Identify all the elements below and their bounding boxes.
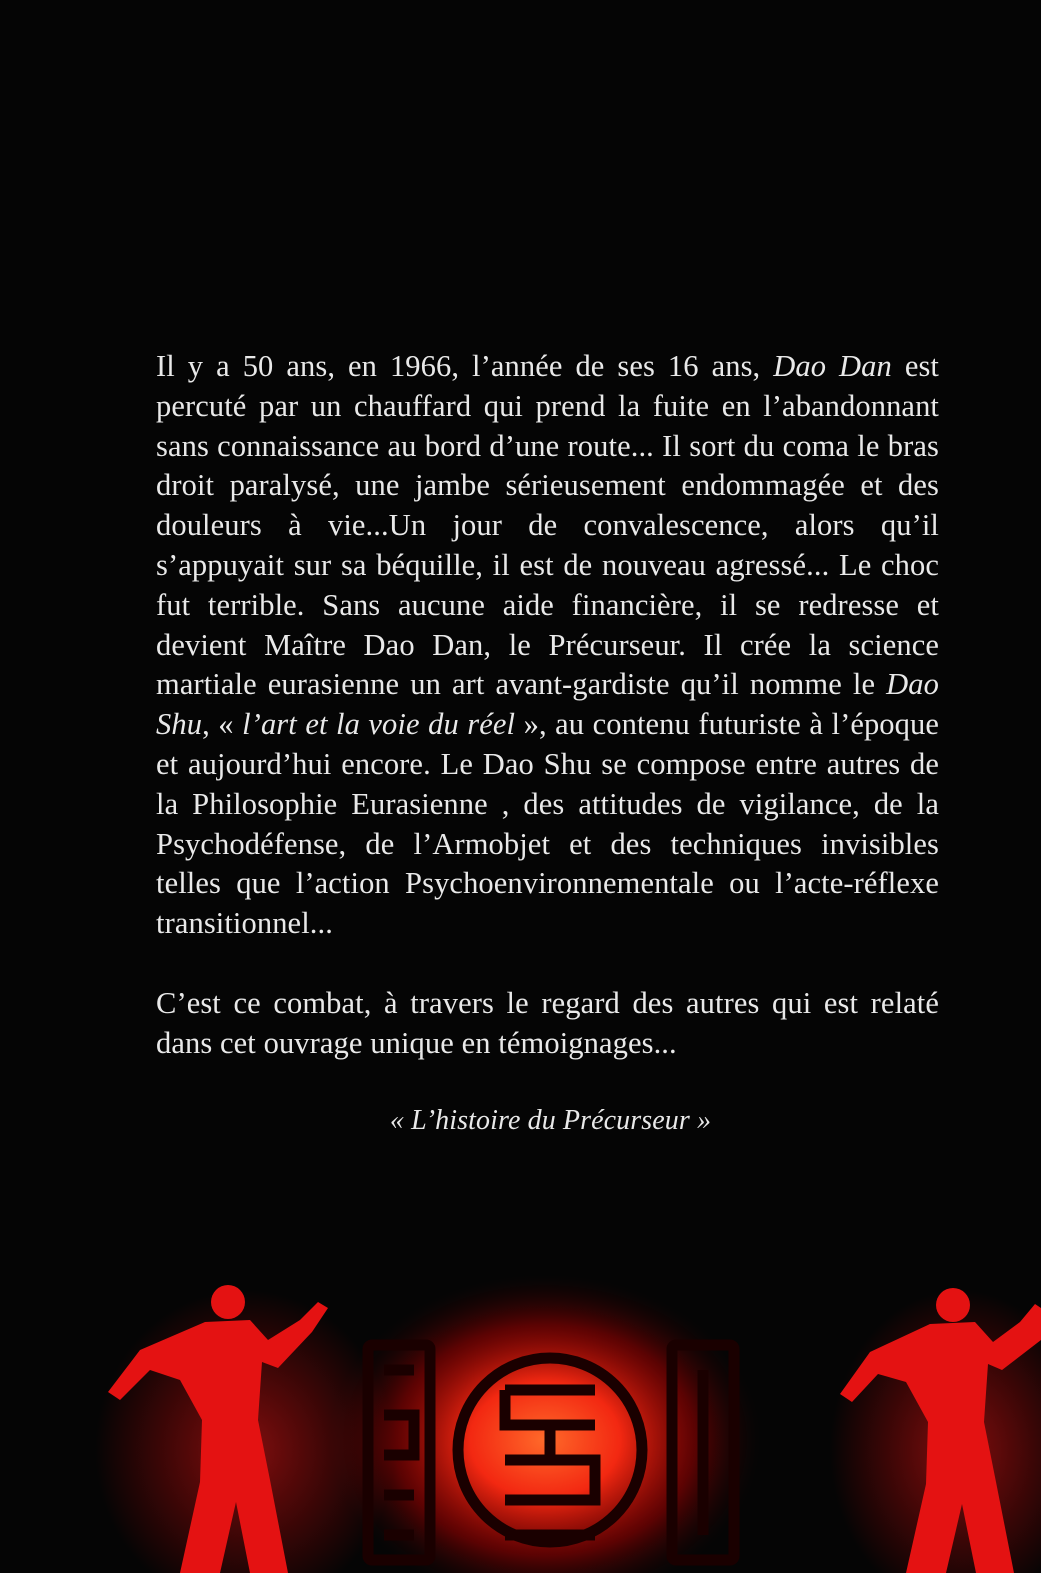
blurb-paragraph-2: C’est ce combat, à travers le regard des autres qui est relaté dans cet ouvrage unique en témoignages... xyxy=(156,985,939,1060)
art-motto-italic: l’art et la voie du réel xyxy=(242,707,516,742)
blurb-text xyxy=(156,347,939,1140)
art-name-italic: Dao Shu xyxy=(156,667,939,742)
cover-artwork xyxy=(0,1250,1041,1573)
blurb-paragraph-1 xyxy=(156,347,939,944)
blurb-text-segment: Il y a 50 ans, en 1966, l’année de ses 16 ans, xyxy=(156,349,774,383)
blurb-text-segment: », au contenu futuriste à l’époque et aujourd’hui encore. Le Dao Shu se compose entre autres de la Philosophie Eurasienne , des attitudes de vigilance, de la Psychodéfense, de l’Armobjet et des techniques invisibles telles que l’action Psychoenvironnementale ou l’acte-réflexe transitionnel... xyxy=(156,707,939,941)
blurb-text-segment: est percuté par un chauffard qui prend la fuite en l’abandonnant sans connaissance au bord d’une route... Il sort du coma le bras droit paralysé, une jambe sérieusement endommagée et des douleurs à vie...Un jour de convalescence, alors qu’il s’appuyait sur sa béquille, il est de nouveau agressé... Le choc fut terrible. Sans aucune aide financière, il se redresse et devient Maître Dao Dan, le Précurseur. Il crée la science martiale eurasienne un art avant-gardiste qu’il nomme le xyxy=(156,349,940,702)
tagline: « L’histoire du Précurseur » xyxy=(389,1104,712,1136)
blurb-text-segment: , « xyxy=(202,707,243,742)
left-figure-silhouette xyxy=(95,1285,395,1573)
right-figure-silhouette xyxy=(830,1288,1041,1573)
author-name-italic: Dao Dan xyxy=(773,349,892,383)
